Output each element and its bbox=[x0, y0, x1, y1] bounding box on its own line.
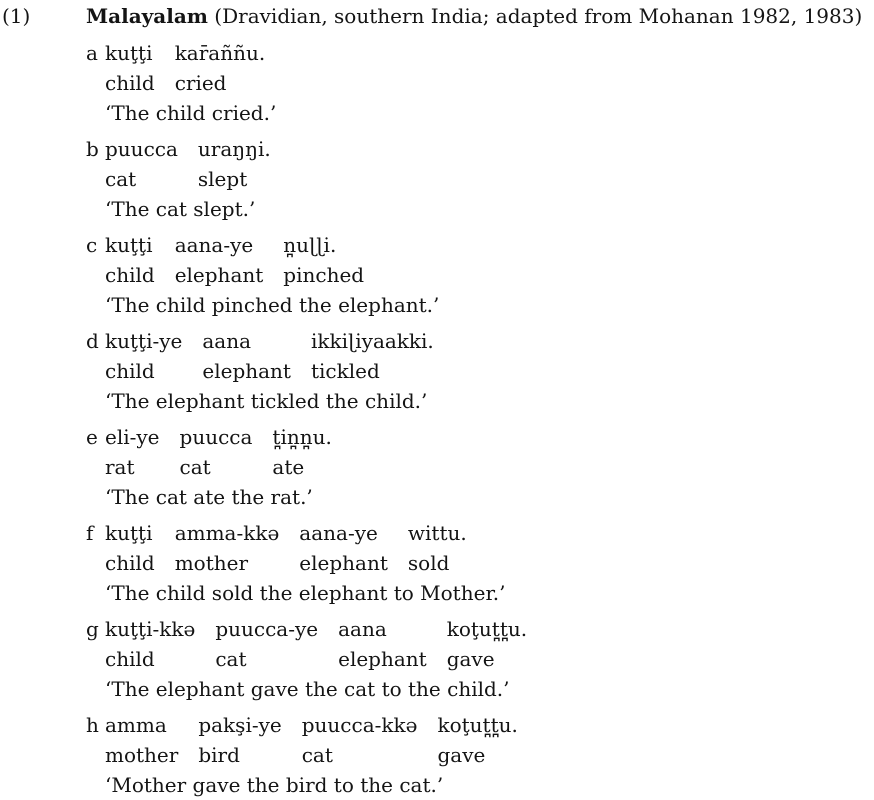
vernacular-row bbox=[105, 710, 538, 740]
vernacular-word: koţut̪t̪u. bbox=[446, 617, 528, 641]
language-source-note: (Dravidian, southern India; adapted from Mohanan 1982, 1983) bbox=[207, 4, 863, 28]
gloss-example bbox=[2, 422, 874, 512]
example-list bbox=[2, 38, 874, 800]
example-content bbox=[105, 422, 352, 512]
language-name: Malayalam bbox=[86, 4, 208, 28]
vernacular-word: puucca-kkə bbox=[301, 713, 418, 737]
example-letter: c bbox=[86, 233, 98, 257]
example-content bbox=[105, 134, 291, 224]
vernacular-word: amma-kkə bbox=[174, 521, 280, 545]
gloss-example bbox=[2, 710, 874, 800]
gloss-example bbox=[2, 38, 874, 128]
gloss-word: elephant bbox=[174, 263, 264, 287]
gloss-word: cried bbox=[174, 71, 227, 95]
vernacular-word: puucca bbox=[105, 137, 178, 161]
gloss-row bbox=[105, 740, 538, 770]
example-content bbox=[105, 38, 285, 128]
vernacular-word: puucca-ye bbox=[215, 617, 319, 641]
vernacular-word: aana-ye bbox=[174, 233, 254, 257]
example-content bbox=[105, 230, 439, 320]
vernacular-row bbox=[105, 326, 454, 356]
gloss-word: gave bbox=[437, 743, 486, 767]
vernacular-word: pakşi-ye bbox=[198, 713, 282, 737]
example-content bbox=[105, 710, 538, 800]
interlinear-gloss-table bbox=[105, 710, 538, 770]
translation-line: ‘The child pinched the elephant.’ bbox=[105, 293, 440, 317]
gloss-row bbox=[105, 356, 454, 386]
vernacular-row bbox=[105, 38, 285, 68]
example-content bbox=[105, 326, 454, 416]
example-letter: h bbox=[86, 713, 99, 737]
gloss-row bbox=[105, 260, 384, 290]
vernacular-word: ikkiɭiyaakki. bbox=[310, 329, 434, 353]
gloss-word: child bbox=[105, 263, 155, 287]
gloss-word: tickled bbox=[310, 359, 380, 383]
gloss-word: sold bbox=[407, 551, 450, 575]
translation-line: ‘The cat ate the rat.’ bbox=[105, 485, 313, 509]
gloss-word: elephant bbox=[299, 551, 388, 575]
translation-line: ‘The elephant gave the cat to the child.’ bbox=[105, 677, 510, 701]
gloss-word: mother bbox=[174, 551, 249, 575]
gloss-example bbox=[2, 230, 874, 320]
vernacular-row bbox=[105, 134, 291, 164]
gloss-row bbox=[105, 548, 487, 578]
example-content bbox=[105, 518, 506, 608]
vernacular-word: eli-ye bbox=[105, 425, 160, 449]
translation-line: ‘The child sold the elephant to Mother.’ bbox=[105, 581, 506, 605]
vernacular-word: kuţţi bbox=[105, 521, 153, 545]
example-title bbox=[86, 3, 862, 29]
vernacular-word: kar̄aññu. bbox=[174, 41, 266, 65]
example-letter: b bbox=[86, 137, 99, 161]
vernacular-row bbox=[105, 518, 487, 548]
vernacular-word: aana-ye bbox=[299, 521, 378, 545]
gloss-word: slept bbox=[197, 167, 248, 191]
vernacular-row bbox=[105, 614, 547, 644]
gloss-word: pinched bbox=[283, 263, 365, 287]
interlinear-gloss-table bbox=[105, 134, 291, 194]
gloss-word: ate bbox=[272, 455, 305, 479]
gloss-row bbox=[105, 164, 291, 194]
gloss-word: mother bbox=[105, 743, 179, 767]
gloss-row bbox=[105, 68, 285, 98]
vernacular-word: wittu. bbox=[407, 521, 467, 545]
vernacular-word: kuţţi bbox=[105, 41, 153, 65]
vernacular-word: uraŋŋi. bbox=[197, 137, 271, 161]
example-letter: g bbox=[86, 617, 99, 641]
gloss-word: elephant bbox=[338, 647, 427, 671]
gloss-word: bird bbox=[198, 743, 240, 767]
vernacular-word: aana bbox=[202, 329, 252, 353]
interlinear-gloss-table bbox=[105, 518, 487, 578]
gloss-word: gave bbox=[446, 647, 495, 671]
example-letter: e bbox=[86, 425, 98, 449]
gloss-word: cat bbox=[215, 647, 247, 671]
interlinear-gloss-table bbox=[105, 230, 384, 290]
gloss-example bbox=[2, 326, 874, 416]
interlinear-gloss-table bbox=[105, 326, 454, 386]
vernacular-word: aana bbox=[338, 617, 387, 641]
vernacular-row bbox=[105, 422, 352, 452]
vernacular-word: kuţţi bbox=[105, 233, 153, 257]
vernacular-word: koţut̪t̪u. bbox=[437, 713, 518, 737]
vernacular-word: puucca bbox=[179, 425, 253, 449]
gloss-word: child bbox=[105, 359, 155, 383]
translation-line: ‘The child cried.’ bbox=[105, 101, 277, 125]
gloss-example bbox=[2, 518, 874, 608]
gloss-row bbox=[105, 644, 547, 674]
example-letter: f bbox=[86, 521, 94, 545]
interlinear-gloss-table bbox=[105, 422, 352, 482]
gloss-example bbox=[2, 614, 874, 704]
vernacular-word: kuţţi-kkə bbox=[105, 617, 196, 641]
example-letter: d bbox=[86, 329, 99, 353]
example-header-row bbox=[2, 3, 874, 29]
interlinear-gloss-table bbox=[105, 614, 547, 674]
vernacular-word: n̪uɭɭi. bbox=[283, 233, 337, 257]
translation-line: ‘Mother gave the bird to the cat.’ bbox=[105, 773, 444, 797]
gloss-example bbox=[2, 134, 874, 224]
gloss-word: elephant bbox=[202, 359, 291, 383]
example-letter: a bbox=[86, 41, 98, 65]
gloss-word: cat bbox=[179, 455, 211, 479]
gloss-word: cat bbox=[301, 743, 333, 767]
vernacular-word: kuţţi-ye bbox=[105, 329, 183, 353]
example-number: (1) bbox=[2, 4, 31, 28]
vernacular-row bbox=[105, 230, 384, 260]
gloss-word: child bbox=[105, 551, 155, 575]
example-content bbox=[105, 614, 547, 704]
vernacular-word: amma bbox=[105, 713, 167, 737]
gloss-word: child bbox=[105, 647, 155, 671]
interlinear-gloss-table bbox=[105, 38, 285, 98]
vernacular-word: t̪in̪n̪u. bbox=[272, 425, 332, 449]
gloss-word: rat bbox=[105, 455, 135, 479]
gloss-row bbox=[105, 452, 352, 482]
translation-line: ‘The elephant tickled the child.’ bbox=[105, 389, 428, 413]
gloss-word: child bbox=[105, 71, 155, 95]
gloss-word: cat bbox=[105, 167, 137, 191]
translation-line: ‘The cat slept.’ bbox=[105, 197, 256, 221]
